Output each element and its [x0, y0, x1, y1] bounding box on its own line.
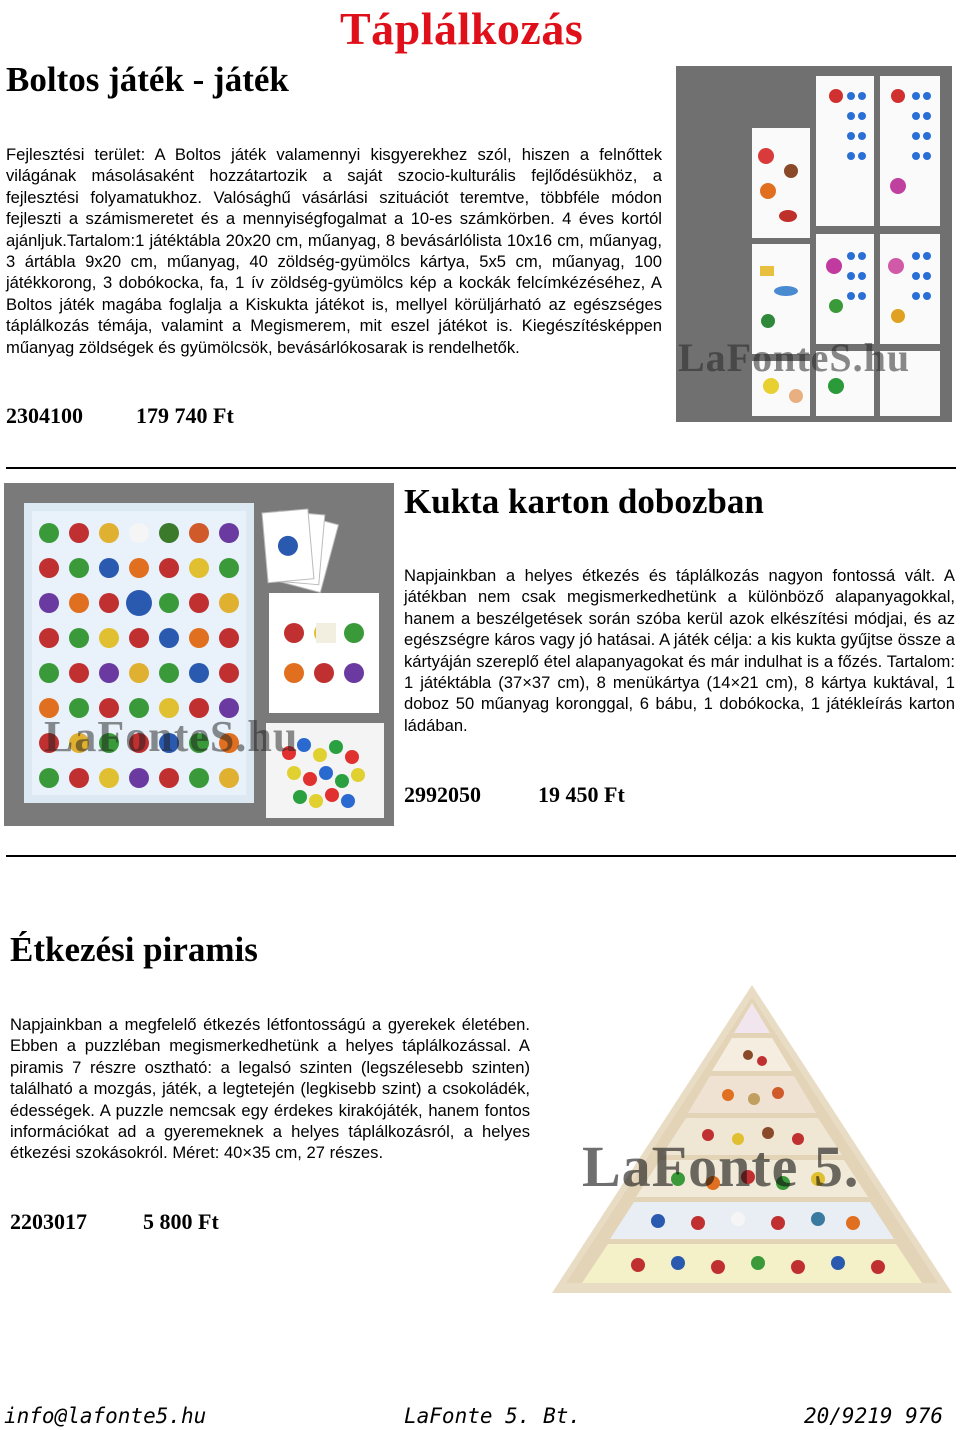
product-description-kukta: Napjainkban a helyes étkezés és táplálkozás nagyon fontossá vált. A játékban nem csak megismerkedhetünk a különböző alapanyagokkal, hanem a beszélgetések során szóba kerül azok elkészítési módjai, és az egészségre káros vagy jó hatásai. A játék célja: a kis kukta gyűjtse össze a kártyáján szereplő étel alapanyagokat és már indulhat is a főzés. Tartalom: 1 játéktábla (37×37 cm), 8 menükártya (14×21 cm), 8 kártya kuktával, 1 doboz 50 műanyag koronggal, 6 bábu, 1 dobókocka, 1 játékleírás karton ládában.	[404, 566, 955, 735]
product-image-kukta	[4, 483, 394, 826]
product-code-boltos: 2304100	[6, 403, 83, 428]
product-description-piramis: Napjainkban a megfelelő étkezés létfontosságú a gyerekek életében. Ebben a puzzléban megismerkedhetünk a helyes táplálkozással. A piramis 7 részre osztható: a legalsó szinten (legszélesebb szinten) található a mozgás, játék, a legtetején (legkisebb szint) a csokoládék, édességek. A puzzle nemcsak egy érdekes kirakójáték, hanem fontos információkat ad a gyeremeknek a helyes táplálkozásról, a helyes étkezési szokásokról. Méret: 40×35 cm, 27 részes.	[10, 1015, 530, 1163]
product-price-kukta: 19 450 Ft	[538, 782, 625, 807]
product-title-kukta: Kukta karton dobozban	[404, 482, 764, 521]
footer-phone: 20/9219 976	[804, 1404, 944, 1428]
page-title: Táplálkozás	[340, 3, 584, 54]
product-price-piramis: 5 800 Ft	[143, 1209, 219, 1234]
product-price-boltos: 179 740 Ft	[136, 403, 234, 428]
product-title-piramis: Étkezési piramis	[10, 930, 258, 969]
image-watermark: LaFonteS.hu	[678, 335, 911, 380]
image-watermark: LaFonte 5.	[582, 1134, 860, 1199]
product-code-piramis: 2203017	[10, 1209, 87, 1234]
product-description-boltos: Fejlesztési terület: A Boltos játék valamennyi kisgyerekhez szól, hiszen a felnőttek világának másolásaként hozzátartozik a saját szocio-kulturális fejlődésükhöz, a fejlesztési folyamatukhoz. Valósághű vásárlási szituációt teremtve, többféle módon fejleszti a számismeretet és a mennyiségfogalmat a 10-es számkörben. 4 éves kortól ajánljuk.Tartalom:1 játéktábla 20x20 cm, műanyag, 8 bevásárlólista 10x16 cm, műanyag, 3 ártábla 9x20 cm, műanyag, 40 zöldség-gyümölcs kártya, 5x5 cm, műanyag, 100 játékkorong, 3 dobókocka, fa, 1 ív zöldség-gyümölcs kép a kockák felcímkézéséhez, A Boltos játék magába foglalja a Kiskukta játékot is, mellyel körüljárható az egészséges táplálkozás témája, valamint a Megismerem, mit eszel játékot is. Kiegészítésképpen műanyag zöldségek és gyümölcsök, bevásárlókosarak is rendelhetők.	[6, 145, 662, 357]
footer-company: LaFonte 5. Bt.	[404, 1404, 582, 1428]
divider	[6, 855, 956, 857]
image-watermark: LaFonteS.hu	[44, 712, 299, 761]
divider	[6, 467, 956, 469]
product-title-boltos: Boltos játék - játék	[6, 60, 289, 99]
product-code-kukta: 2992050	[404, 782, 481, 807]
product-image-boltos	[676, 66, 952, 422]
footer-email: info@lafonte5.hu	[4, 1404, 207, 1428]
product-image-piramis	[548, 983, 956, 1295]
